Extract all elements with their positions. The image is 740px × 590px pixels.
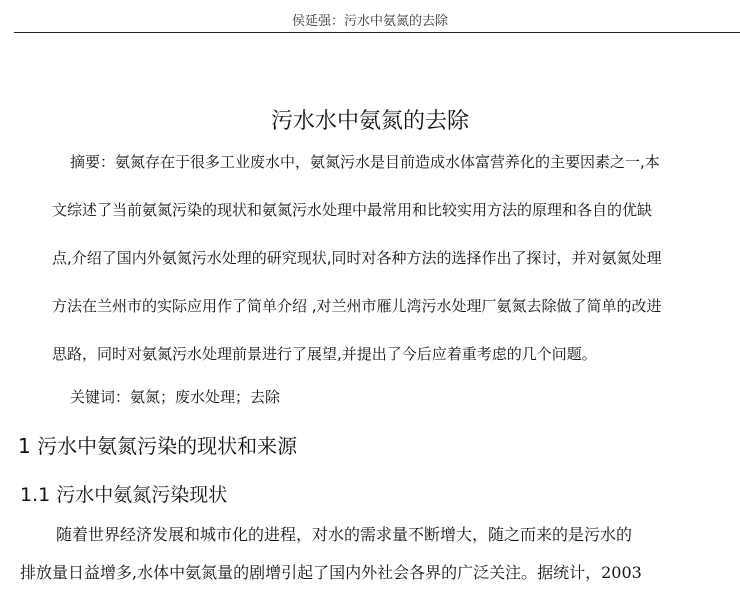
section-heading-1: 1 污水中氨氮污染的现状和来源: [18, 434, 298, 458]
body-paragraph-line: 随着世界经济发展和城市化的进程，对水的需求量不断增大，随之而来的是污水的: [56, 525, 633, 544]
keywords-text: 氨氮；废水处理；去除: [130, 388, 281, 406]
abstract-text: 氨氮存在于很多工业废水中，氨氮污水是目前造成水体富营养化的主要因素之一,本: [115, 153, 660, 171]
keywords: [70, 386, 280, 407]
body-paragraph-line: 排放量日益增多,水体中氨氮量的剧增引起了国内外社会各界的广泛关注。据统计，2003: [20, 563, 642, 582]
abstract-line: 方法在兰州市的实际应用作了简单介绍 ,对兰州市雁儿湾污水处理厂氨氮去除做了简单的改进: [52, 297, 662, 315]
abstract-line: 思路，同时对氨氮污水处理前景进行了展望,并提出了今后应着重考虑的几个问题。: [52, 345, 597, 363]
abstract-label: 摘要：: [70, 153, 116, 171]
running-header: 侯延强：污水中氨氮的去除: [291, 14, 448, 29]
header-rule: [14, 32, 740, 33]
abstract-line: 点,介绍了国内外氨氮污水处理的研究现状,同时对各种方法的选择作出了探讨，并对氨氮处理: [52, 249, 662, 267]
section-heading-1-1: 1.1 污水中氨氮污染现状: [20, 484, 228, 506]
paper-title: 污水水中氨氮的去除: [270, 109, 469, 134]
keywords-label: 关键词：: [70, 388, 131, 406]
abstract-line: [70, 152, 660, 172]
abstract-line: 文综述了当前氨氮污染的现状和氨氮污水处理中最常用和比较实用方法的原理和各自的优缺: [52, 201, 653, 219]
